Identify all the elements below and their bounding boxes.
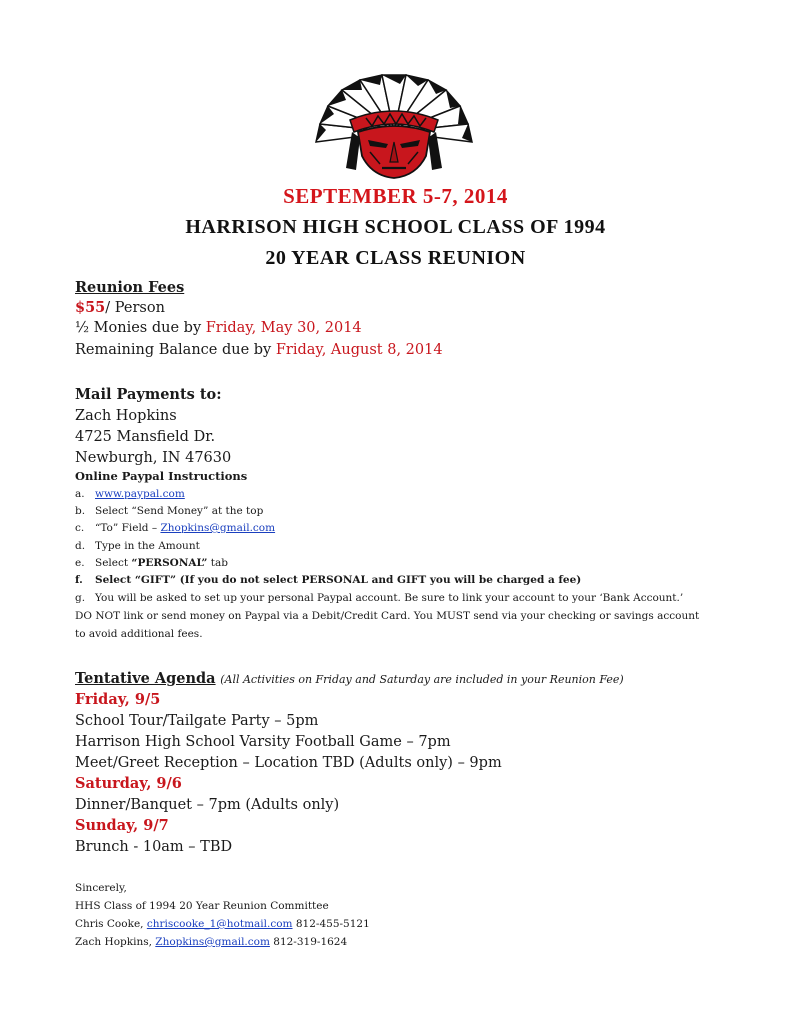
agenda-saturday-item-1: Dinner/Banquet – 7pm (Adults only) [75,797,340,813]
contact-name: Zach Hopkins, [75,936,156,948]
fee-price: $55 [75,299,106,316]
step-text-suffix: tab [207,557,229,569]
event-title: HARRISON HIGH SCHOOL CLASS OF 1994 [185,216,606,238]
agenda-friday-item-3: Meet/Greet Reception – Location TBD (Adults only) – 9pm [75,755,502,771]
paypal-step-b [75,503,263,519]
step-letter: c. [75,522,85,534]
step-letter: f. [75,574,83,586]
contact-zach [75,934,347,950]
mail-name: Zach Hopkins [75,408,177,424]
step-letter: b. [75,505,86,517]
agenda-friday-item-1: School Tour/Tailgate Party – 5pm [75,713,319,729]
event-date: SEPTEMBER 5-7, 2014 [283,184,508,208]
paypal-email-link[interactable]: Zhopkins@gmail.com [160,522,276,534]
paypal-step-a [75,486,185,502]
step-letter: e. [75,557,85,569]
step-letter: d. [75,540,86,552]
half-due-date: Friday, May 30, 2014 [205,320,362,336]
step-letter: a. [75,488,85,500]
step-text: Type in the Amount [95,540,200,552]
paypal-note-line2: to avoid additional fees. [75,628,203,640]
paypal-heading: Online Paypal Instructions [75,469,248,483]
step-text: You will be asked to set up your personal Paypal account. Be sure to link your account to your ‘Bank Account.’ [95,592,684,604]
mail-street: 4725 Mansfield Dr. [75,429,216,445]
fee-price-line [75,298,165,318]
balance-due-label: Remaining Balance due by [75,342,276,358]
half-due-label: ½ Monies due by [75,320,206,336]
paypal-link[interactable]: www.paypal.com [95,488,185,500]
balance-due-line [75,340,443,360]
paypal-step-e [75,555,228,571]
closing-sincerely: Sincerely, [75,882,127,894]
closing-committee: HHS Class of 1994 20 Year Reunion Committee [75,900,329,912]
step-text: Select “Send Money” at the top [95,505,264,517]
contact-chris [75,916,370,932]
step-text: Select “GIFT” (If you do not select PERSONAL and GIFT you will be charged a fee) [95,574,582,586]
agenda-saturday: Saturday, 9/6 [75,775,182,792]
fees-heading: Reunion Fees [75,279,185,296]
contact-phone: 812-455-5121 [292,918,370,930]
agenda-sunday: Sunday, 9/7 [75,817,169,834]
agenda-heading-line [75,669,624,690]
step-letter: g. [75,592,86,604]
mail-heading: Mail Payments to: [75,386,222,403]
paypal-step-g [75,590,683,606]
paypal-step-c [75,520,275,536]
mail-city: Newburgh, IN 47630 [75,450,232,466]
paypal-step-f [75,572,581,588]
contact-phone: 812-319-1624 [269,936,348,948]
balance-due-date: Friday, August 8, 2014 [275,342,443,358]
agenda-friday-item-2: Harrison High School Varsity Football Game – 7pm [75,734,451,750]
step-text: Select [95,557,132,569]
event-subtitle: 20 YEAR CLASS REUNION [265,247,526,269]
step-text: “To” Field – [95,522,161,534]
agenda-friday: Friday, 9/5 [75,691,161,708]
half-due-line [75,318,362,338]
paypal-note-line1: DO NOT link or send money on Paypal via a Debit/Credit Card. You MUST send via your checking or savings account [75,610,700,622]
contact-name: Chris Cooke, [75,918,147,930]
agenda-sunday-item-1: Brunch - 10am – TBD [75,839,233,855]
step-bold-text: “PERSONAL” [131,557,208,569]
paypal-step-d [75,538,200,554]
contact-email-link[interactable]: Zhopkins@gmail.com [155,936,270,948]
agenda-heading: Tentative Agenda [75,670,216,687]
fee-price-suffix: / Person [105,300,165,316]
headdress-logo-icon [306,72,482,180]
contact-email-link[interactable]: chriscooke_1@hotmail.com [146,918,293,930]
agenda-note: (All Activities on Friday and Saturday are included in your Reunion Fee) [220,673,624,686]
